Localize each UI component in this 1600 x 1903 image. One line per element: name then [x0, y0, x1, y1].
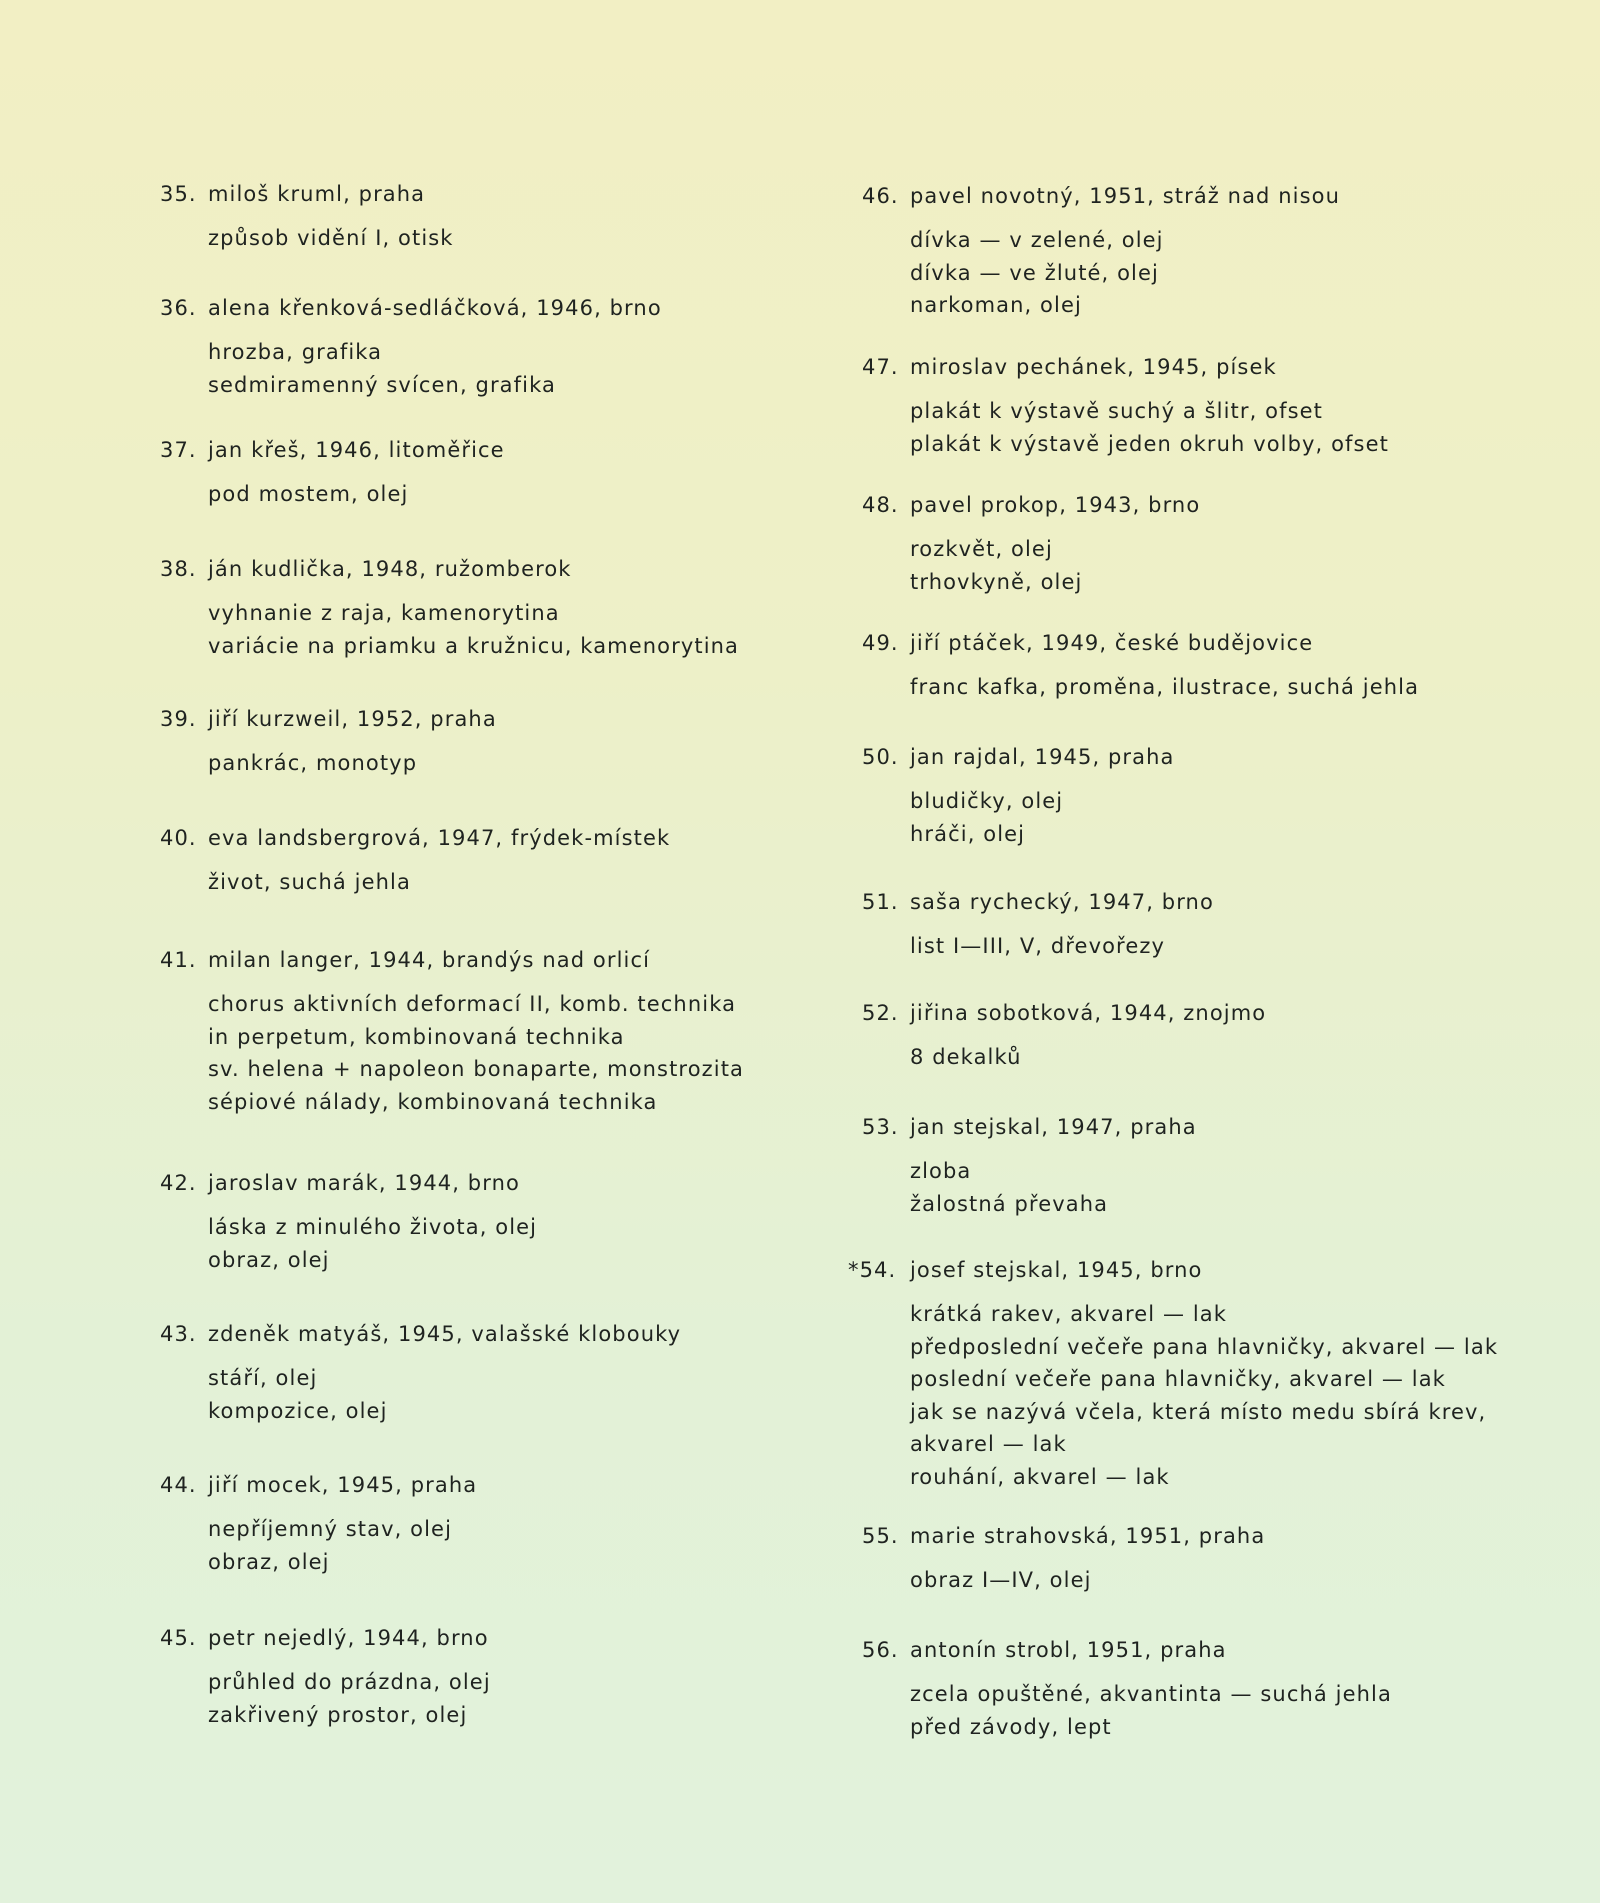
work-item: in perpetum, kombinovaná technika [208, 1024, 625, 1049]
works-list [910, 930, 1165, 963]
work-item: vyhnanie z raja, kamenorytina [208, 601, 560, 625]
entry-number: 35. [160, 182, 197, 206]
artist-line: josef stejskal, 1945, brno [910, 1258, 1203, 1282]
artist-line: alena křenková-sedláčková, 1946, brno [208, 296, 662, 320]
work-item: sv. helena + napoleon bonaparte, monstrozita [208, 1057, 745, 1081]
work-item: list I—III, V, dřevořezy [910, 934, 1166, 958]
entry-number: 42. [160, 1171, 197, 1195]
works-list [208, 597, 739, 662]
artist-line: jiřina sobotková, 1944, znojmo [910, 1001, 1267, 1025]
entry-number: *54. [848, 1258, 897, 1282]
works-list [208, 747, 417, 780]
entry-number: 40. [160, 826, 197, 850]
work-item: variácie na priamku a kružnicu, kamenorytina [208, 633, 740, 658]
entry-number: 52. [862, 1001, 899, 1025]
entry-number: 39. [160, 707, 197, 731]
work-item: život, suchá jehla [208, 870, 411, 894]
work-item: zloba [910, 1159, 972, 1183]
works-list [910, 1564, 1092, 1597]
work-item: obraz, olej [208, 1549, 330, 1574]
works-list [208, 336, 556, 401]
entry-number: 44. [160, 1473, 197, 1497]
artist-line: jan rajdal, 1945, praha [910, 745, 1175, 769]
work-item: rouhání, akvarel — lak [910, 1464, 1170, 1489]
entry-number: 50. [862, 745, 899, 769]
artist-line: jan stejskal, 1947, praha [910, 1115, 1197, 1139]
work-item: krátká rakev, akvarel — lak [910, 1302, 1228, 1326]
entry-number: 43. [160, 1322, 197, 1346]
works-list [910, 1155, 1108, 1220]
work-item: akvarel — lak [910, 1432, 1067, 1456]
work-item: zcela opuštěné, akvantinta — suchá jehla [910, 1682, 1392, 1706]
artist-line: antonín strobl, 1951, praha [910, 1638, 1227, 1662]
work-item: franc kafka, proměna, ilustrace, suchá jehla [910, 675, 1420, 699]
entry-number: 36. [160, 296, 197, 320]
artist-line: miloš kruml, praha [208, 182, 426, 206]
artist-line: zdeněk matyáš, 1945, valašské klobouky [208, 1322, 682, 1346]
artist-line: saša rychecký, 1947, brno [910, 890, 1214, 914]
work-item: zakřivený prostor, olej [208, 1702, 468, 1727]
artist-line: jiří ptáček, 1949, české budějovice [910, 631, 1314, 655]
artist-line: milan langer, 1944, brandýs nad orlicí [208, 948, 651, 972]
entry-number: 41. [160, 948, 197, 972]
works-list [910, 224, 1164, 322]
works-list [208, 1211, 537, 1276]
works-list [208, 1513, 452, 1578]
work-item: průhled do prázdna, olej [208, 1670, 491, 1694]
entry-number: 48. [862, 493, 899, 517]
works-list [208, 478, 408, 511]
works-list [208, 222, 454, 255]
works-list [208, 1362, 388, 1427]
work-item: hrozba, grafika [208, 340, 383, 364]
artist-line: jiří kurzweil, 1952, praha [208, 707, 497, 731]
work-item: rozkvět, olej [910, 537, 1053, 561]
works-list [208, 1666, 491, 1731]
work-item: plakát k výstavě jeden okruh volby, ofset [910, 431, 1389, 456]
work-item: žalostná převaha [910, 1191, 1109, 1216]
works-list [910, 785, 1063, 850]
work-item: 8 dekalků [910, 1045, 1022, 1069]
work-item: stáří, olej [208, 1366, 318, 1390]
works-list [208, 866, 411, 899]
artist-line: miroslav pechánek, 1945, písek [910, 355, 1277, 379]
entry-number: 37. [160, 438, 197, 462]
works-list [910, 533, 1082, 598]
work-item: kompozice, olej [208, 1398, 388, 1423]
work-item: plakát k výstavě suchý a šlitr, ofset [910, 399, 1323, 423]
entry-number: 47. [862, 355, 899, 379]
entry-number: 46. [862, 184, 899, 208]
work-item: hráči, olej [910, 821, 1026, 846]
work-item: narkoman, olej [910, 293, 1082, 317]
artist-line: jan křeš, 1946, litoměřice [208, 438, 505, 462]
work-item: jak se nazývá včela, která místo medu sbírá krev, [910, 1399, 1487, 1424]
works-list [910, 1678, 1392, 1743]
work-item: láska z minulého života, olej [208, 1215, 538, 1239]
work-item: dívka — ve žluté, olej [910, 260, 1159, 285]
entry-number: 56. [862, 1638, 899, 1662]
artist-line: petr nejedlý, 1944, brno [208, 1626, 489, 1650]
works-list [208, 988, 744, 1118]
work-item: pankrác, monotyp [208, 751, 418, 775]
work-item: nepříjemný stav, olej [208, 1517, 453, 1541]
work-item: sedmiramenný svícen, grafika [208, 372, 556, 397]
entry-number: 45. [160, 1626, 197, 1650]
artist-line: eva landsbergrová, 1947, frýdek-místek [208, 826, 671, 850]
work-item: způsob vidění I, otisk [208, 226, 454, 250]
work-item: před závody, lept [910, 1714, 1112, 1739]
entry-number: 55. [862, 1524, 899, 1548]
work-item: pod mostem, olej [208, 482, 409, 506]
entry-number: 49. [862, 631, 899, 655]
works-list [910, 1041, 1022, 1074]
works-list [910, 395, 1389, 460]
works-list [910, 671, 1419, 704]
work-item: poslední večeře pana hlavničky, akvarel — lak [910, 1367, 1446, 1391]
work-item: chorus aktivních deformací II, komb. technika [208, 992, 737, 1016]
artist-line: jaroslav marák, 1944, brno [208, 1171, 520, 1195]
artist-line: marie strahovská, 1951, praha [910, 1524, 1266, 1548]
work-item: bludičky, olej [910, 789, 1064, 813]
artist-line: jiří mocek, 1945, praha [208, 1473, 478, 1497]
artist-line: pavel novotný, 1951, stráž nad nisou [910, 184, 1341, 208]
work-item: předposlední večeře pana hlavničky, akvarel — lak [910, 1334, 1499, 1359]
entry-number: 53. [862, 1115, 899, 1139]
work-item: dívka — v zelené, olej [910, 228, 1164, 252]
entry-number: 51. [862, 890, 899, 914]
entry-number: 38. [160, 557, 197, 581]
artist-line: pavel prokop, 1943, brno [910, 493, 1201, 517]
artist-line: ján kudlička, 1948, ružomberok [208, 557, 572, 581]
work-item: obraz I—IV, olej [910, 1568, 1092, 1592]
works-list [910, 1298, 1498, 1493]
work-item: trhovkyně, olej [910, 569, 1083, 594]
work-item: obraz, olej [208, 1247, 330, 1272]
work-item: sépiové nálady, kombinovaná technika [208, 1089, 658, 1114]
